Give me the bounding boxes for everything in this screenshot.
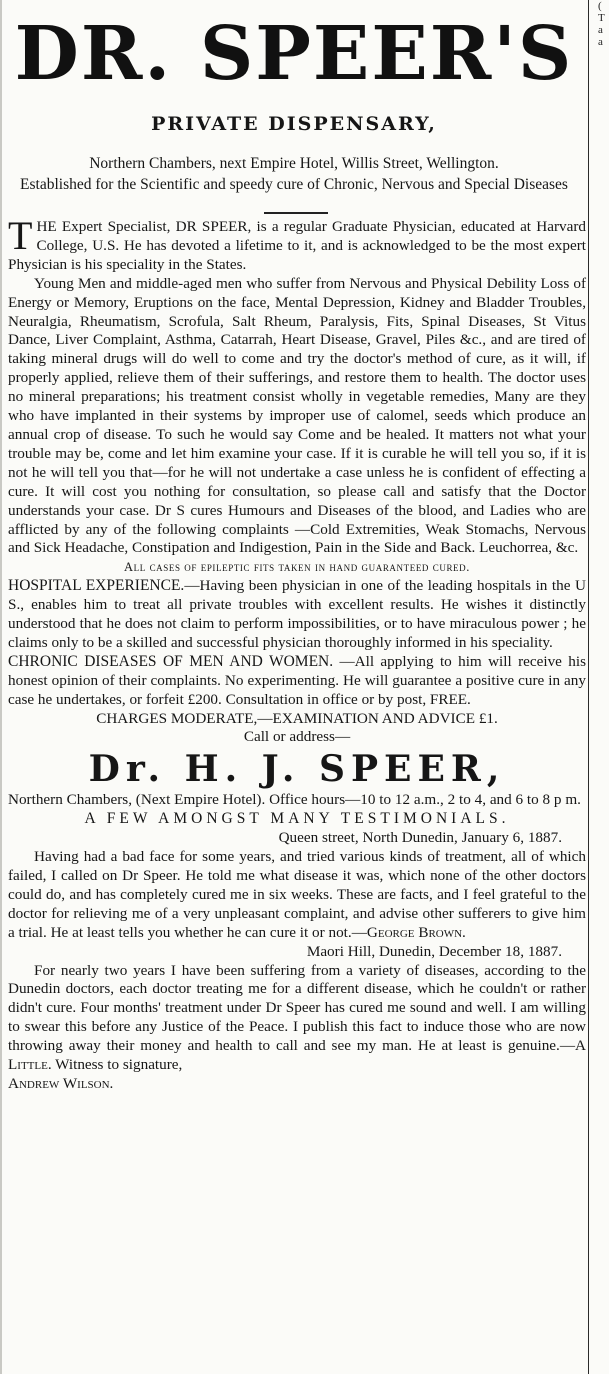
- ad-title: DR. SPEER'S: [14, 11, 574, 97]
- ad-body: [8, 213, 586, 1094]
- doctor-name: Dr. H. J. SPEER,: [88, 748, 506, 791]
- hospital-paragraph: [8, 577, 586, 653]
- drop-cap: T: [8, 213, 33, 258]
- testimonial-text: [8, 962, 586, 1094]
- hospital-heading: HOSPITAL EXPERIENCE.: [8, 577, 185, 595]
- intro-paragraph: [8, 213, 586, 275]
- established-line: Established for the Scientific and speedy cure of Chronic, Nervous and Special Diseases: [20, 176, 568, 193]
- hospital-text: —Having been physician in one of the leading hospitals in the U S., enables him to treat all private troubles with excellent results. He wishes it distinctly understood that he does not claim to perform impossibilities, or to have miraculous power ; he claims only to be a skilled and successful physician thoroughly informed in his speciality.: [8, 577, 586, 651]
- symptoms-paragraph: Young Men and middle-aged men who suffer from Nervous and Physical Debility Loss of Energy or Memory, Eruptions on the face, Mental Depression, Kidney and Bladder Troubles, Neuralgia, Rheumatism, Scrofula, Salt Rheum, Paralysis, Fits, Spinal Diseases, St Vitus Dance, Liver Complaint, Asthma, Catarrah, Heart Disease, Gravel, Piles &c., and are tired of taking mineral drugs will do well to come and try the doctor's method of cure, as it will, if properly applied, relieve them of their sufferings, and restore them to health. The doctor uses no mineral preparations; his treatment consist wholly in vegetable remedies, Many are they who have implanted in their systems by improper use of calomel, seeds which produce an annual crop of disease. To such he would say Come and be healed. It matters not what your trouble may be, come and let him examine your case. If it is curable he will tell you so, if it is not he will tell you that—for he will not undertake a case unless he is confident of effecting a cure. It will cost you nothing for consultation, so please call and satisfy that the Doctor understands your case. Dr S cures Humours and Diseases of the blood, and Ladies who are afflicted by any of the following complaints —Cold Extremities, Weak Stomachs, Nervous and Sick Headache, Constipation and Indigestion, Pain in the Side and Back. Leuchorrea, &c.: [8, 274, 586, 557]
- address-line: Northern Chambers, next Empire Hotel, Willis Street, Wellington.: [89, 155, 499, 172]
- chronic-paragraph: [8, 653, 586, 710]
- scan-edge: [0, 0, 2, 1374]
- fragment-char: a: [598, 36, 603, 48]
- fragment-char: a: [598, 24, 603, 36]
- column-rule: [588, 0, 589, 1374]
- adjacent-column-fragment: [598, 0, 605, 48]
- chronic-text: —All applying to him will receive his honest opinion of their complaints. No experimenting. He will guarantee a positive cure in any case he undertakes, or forfeit £200. Consultation in office or by post, FREE.: [8, 652, 586, 708]
- office-line: Northern Chambers, (Next Empire Hotel). Office hours—10 to 12 a.m., 2 to 4, and 6 to 8 p m.: [8, 791, 581, 809]
- testimonial-body: For nearly two years I have been suffering from a variety of diseases, according to the Dunedin doctors, each doctor treating me for a different disease, which he couldn't or rather didn't cure. Four months' treatment under Dr Speer has cured me sound and well. I am willing to swear this before any Justice of the Peace. I publish this fact to induce those who are now throwing away their money and health to call and see my man. He at least is genuine.—: [8, 961, 586, 1055]
- witness-text: Witness to signature,: [51, 1056, 183, 1074]
- witness-name: Andrew Wilson.: [8, 1074, 114, 1092]
- testimonial-text: [8, 848, 586, 943]
- testimonial-signature: A Little.: [8, 1037, 586, 1074]
- charges-line: CHARGES MODERATE,—EXAMINATION AND ADVICE £1.: [96, 709, 498, 727]
- testimonials-heading: A FEW AMONGST MANY TESTIMONIALS.: [84, 810, 510, 828]
- ad-subtitle: PRIVATE DISPENSARY,: [151, 113, 437, 135]
- divider: [264, 212, 328, 214]
- intro-text: HE Expert Specialist, DR SPEER, is a regular Graduate Physician, educated at Harvard College, U.S. He has devoted a lifetime to it, and is acknowledged to be the most expert Physician is his speciality in the States.: [8, 218, 586, 273]
- testimonial-signature: George Brown.: [366, 923, 466, 941]
- fragment-char: T: [598, 12, 605, 24]
- call-line: Call or address—: [243, 728, 351, 746]
- testimonial-dateline: Maori Hill, Dunedin, December 18, 1887.: [306, 942, 562, 960]
- testimonial-dateline: Queen street, North Dunedin, January 6, 1887.: [278, 829, 562, 847]
- testimonial-body: Having had a bad face for some years, and tried various kinds of treatment, all of which failed, I called on Dr Speer. He told me what disease it was, which none of the other doctors could do, and has completely cured me in six weeks. These are facts, and I feel grateful to the doctor for relieving me of a very unpleasant complaint, and advise other sufferers to give him a trial. He at least tells you whether he can cure it or not.—: [8, 848, 586, 941]
- fragment-char: (: [598, 0, 602, 12]
- epileptic-notice: All cases of epileptic fits taken in hand guaranteed cured.: [124, 560, 470, 575]
- chronic-heading: CHRONIC DISEASES OF MEN AND WOMEN.: [8, 652, 334, 670]
